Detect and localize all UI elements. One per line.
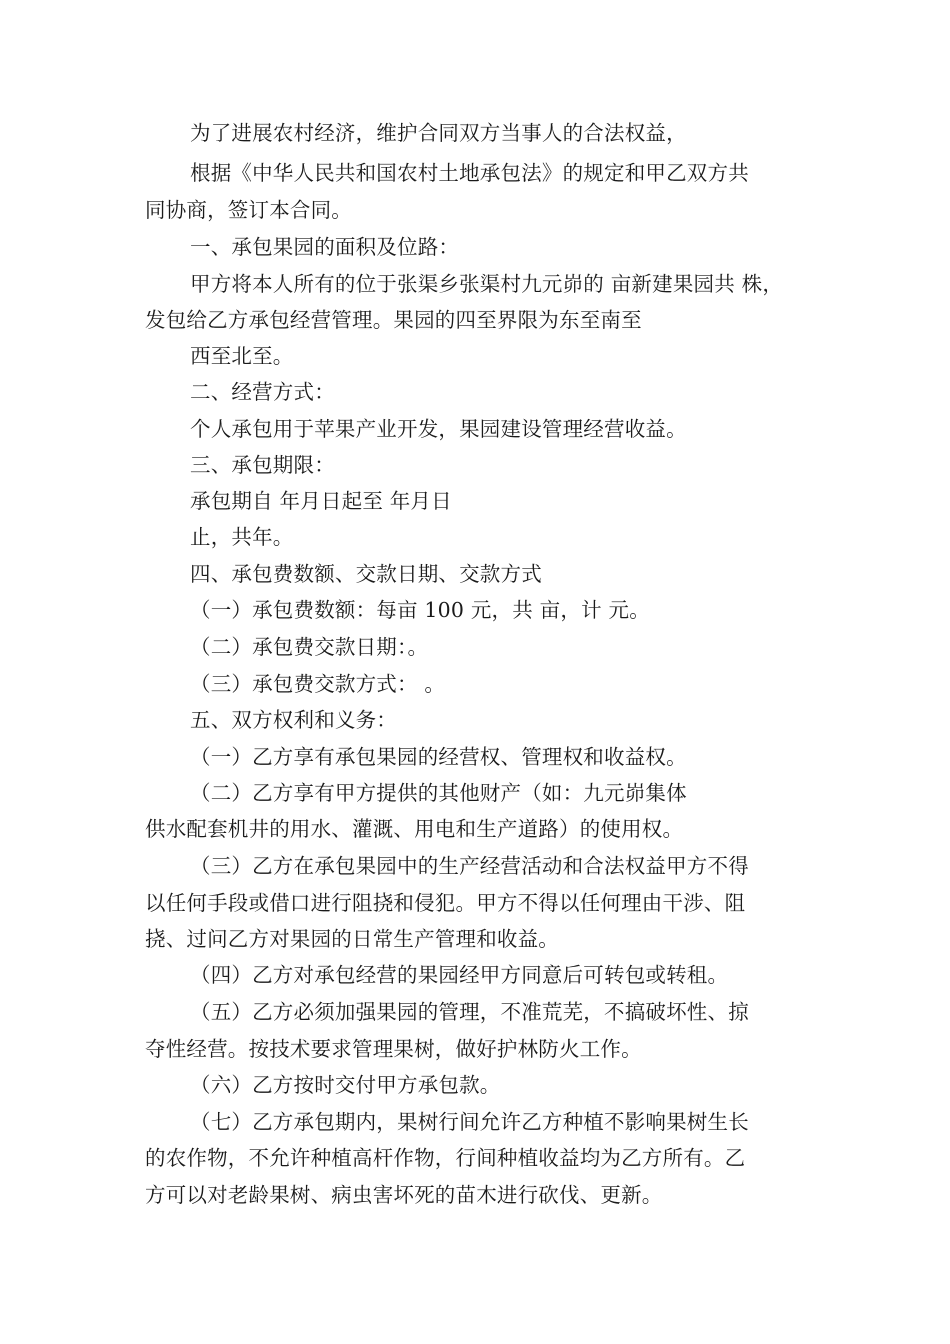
section-heading: 二、经营方式： xyxy=(190,380,335,404)
paragraph-line: 为了进展农村经济，维护合同双方当事人的合法权益， xyxy=(190,121,687,145)
paragraph-line: 的农作物，不允许种植高杆作物，行间种植收益均为乙方所有。乙 xyxy=(145,1146,746,1170)
paragraph-line: 承包期自 年月日起至 年月日 xyxy=(190,489,452,513)
paragraph-line: 甲方将本人所有的位于张渠乡张渠村九元峁的 亩新建果园共 株， xyxy=(190,272,784,296)
section-heading: 一、承包果园的面积及位路： xyxy=(190,235,460,259)
paragraph-line: （二）乙方享有甲方提供的其他财产（如：九元峁集体 xyxy=(190,781,687,805)
section-heading: 五、双方权利和义务： xyxy=(190,708,397,732)
paragraph-line: （三）乙方在承包果园中的生产经营活动和合法权益甲方不得 xyxy=(190,854,749,878)
paragraph-line: （二）承包费交款日期：。 xyxy=(190,635,429,659)
paragraph-line: （一）乙方享有承包果园的经营权、管理权和收益权。 xyxy=(190,745,687,769)
paragraph-line: 个人承包用于苹果产业开发，果园建设管理经营收益。 xyxy=(190,417,687,441)
paragraph-line: （五）乙方必须加强果园的管理，不准荒芜，不搞破坏性、掠 xyxy=(190,1000,749,1024)
paragraph-line: （一）承包费数额：每亩 100 元，共 亩，计 元。 xyxy=(190,598,650,622)
paragraph-line: （四）乙方对承包经营的果园经甲方同意后可转包或转租。 xyxy=(190,963,729,987)
paragraph-line: （七）乙方承包期内，果树行间允许乙方种植不影响果树生长 xyxy=(190,1110,749,1134)
paragraph-line: 根据《中华人民共和国农村土地承包法》的规定和甲乙双方共 xyxy=(190,161,749,185)
paragraph-line: 以任何手段或借口进行阻挠和侵犯。甲方不得以任何理由干涉、阻 xyxy=(145,891,746,915)
paragraph-line: 西至北至。 xyxy=(190,344,294,368)
paragraph-line: 同协商，签订本合同。 xyxy=(145,198,352,222)
paragraph-line: 供水配套机井的用水、灌溉、用电和生产道路）的使用权。 xyxy=(145,817,684,841)
paragraph-line: 夺性经营。按技术要求管理果树，做好护林防火工作。 xyxy=(145,1037,642,1061)
paragraph-line: 挠、过问乙方对果园的日常生产管理和收益。 xyxy=(145,927,559,951)
paragraph-line: （三）承包费交款方式： 。 xyxy=(190,672,446,696)
paragraph-line: 发包给乙方承包经营管理。果园的四至界限为东至南至 xyxy=(145,308,642,332)
section-heading: 四、承包费数额、交款日期、交款方式 xyxy=(190,562,542,586)
paragraph-line: 止，共年。 xyxy=(190,525,294,549)
paragraph-line: 方可以对老龄果树、病虫害坏死的苗木进行砍伐、更新。 xyxy=(145,1183,663,1207)
section-heading: 三、承包期限： xyxy=(190,453,335,477)
paragraph-line: （六）乙方按时交付甲方承包款。 xyxy=(190,1073,501,1097)
